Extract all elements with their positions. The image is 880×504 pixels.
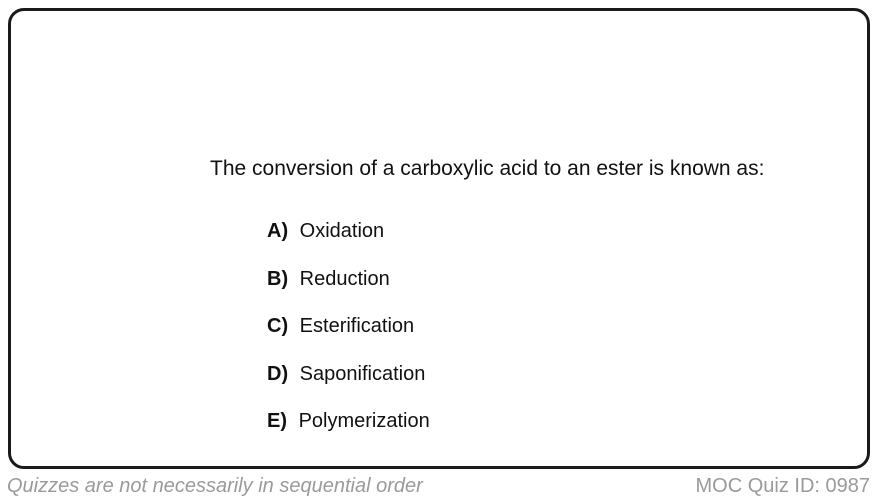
option-d-text: Saponification <box>299 362 426 385</box>
option-e[interactable] <box>267 407 430 455</box>
option-c-letter: C) <box>267 315 289 337</box>
option-e-letter: E) <box>267 410 287 432</box>
option-c[interactable] <box>267 312 430 360</box>
option-a-text: Oxidation <box>299 220 385 242</box>
quiz-id-label: MOC Quiz ID: 0987 <box>695 475 870 497</box>
option-b-letter: B) <box>267 267 289 290</box>
option-a[interactable] <box>267 217 430 265</box>
option-a-letter: A) <box>267 220 289 242</box>
question-text: The conversion of a carboxylic acid to an ester is known as: <box>210 157 765 180</box>
sequence-disclaimer: Quizzes are not necessarily in sequential order <box>7 475 423 497</box>
quiz-card <box>8 8 870 469</box>
option-e-text: Polymerization <box>298 410 430 432</box>
option-c-text: Esterification <box>299 315 415 337</box>
answer-options <box>267 217 430 455</box>
option-b[interactable] <box>267 265 430 313</box>
option-b-text: Reduction <box>299 267 390 290</box>
option-d[interactable] <box>267 360 430 408</box>
option-d-letter: D) <box>267 362 289 385</box>
